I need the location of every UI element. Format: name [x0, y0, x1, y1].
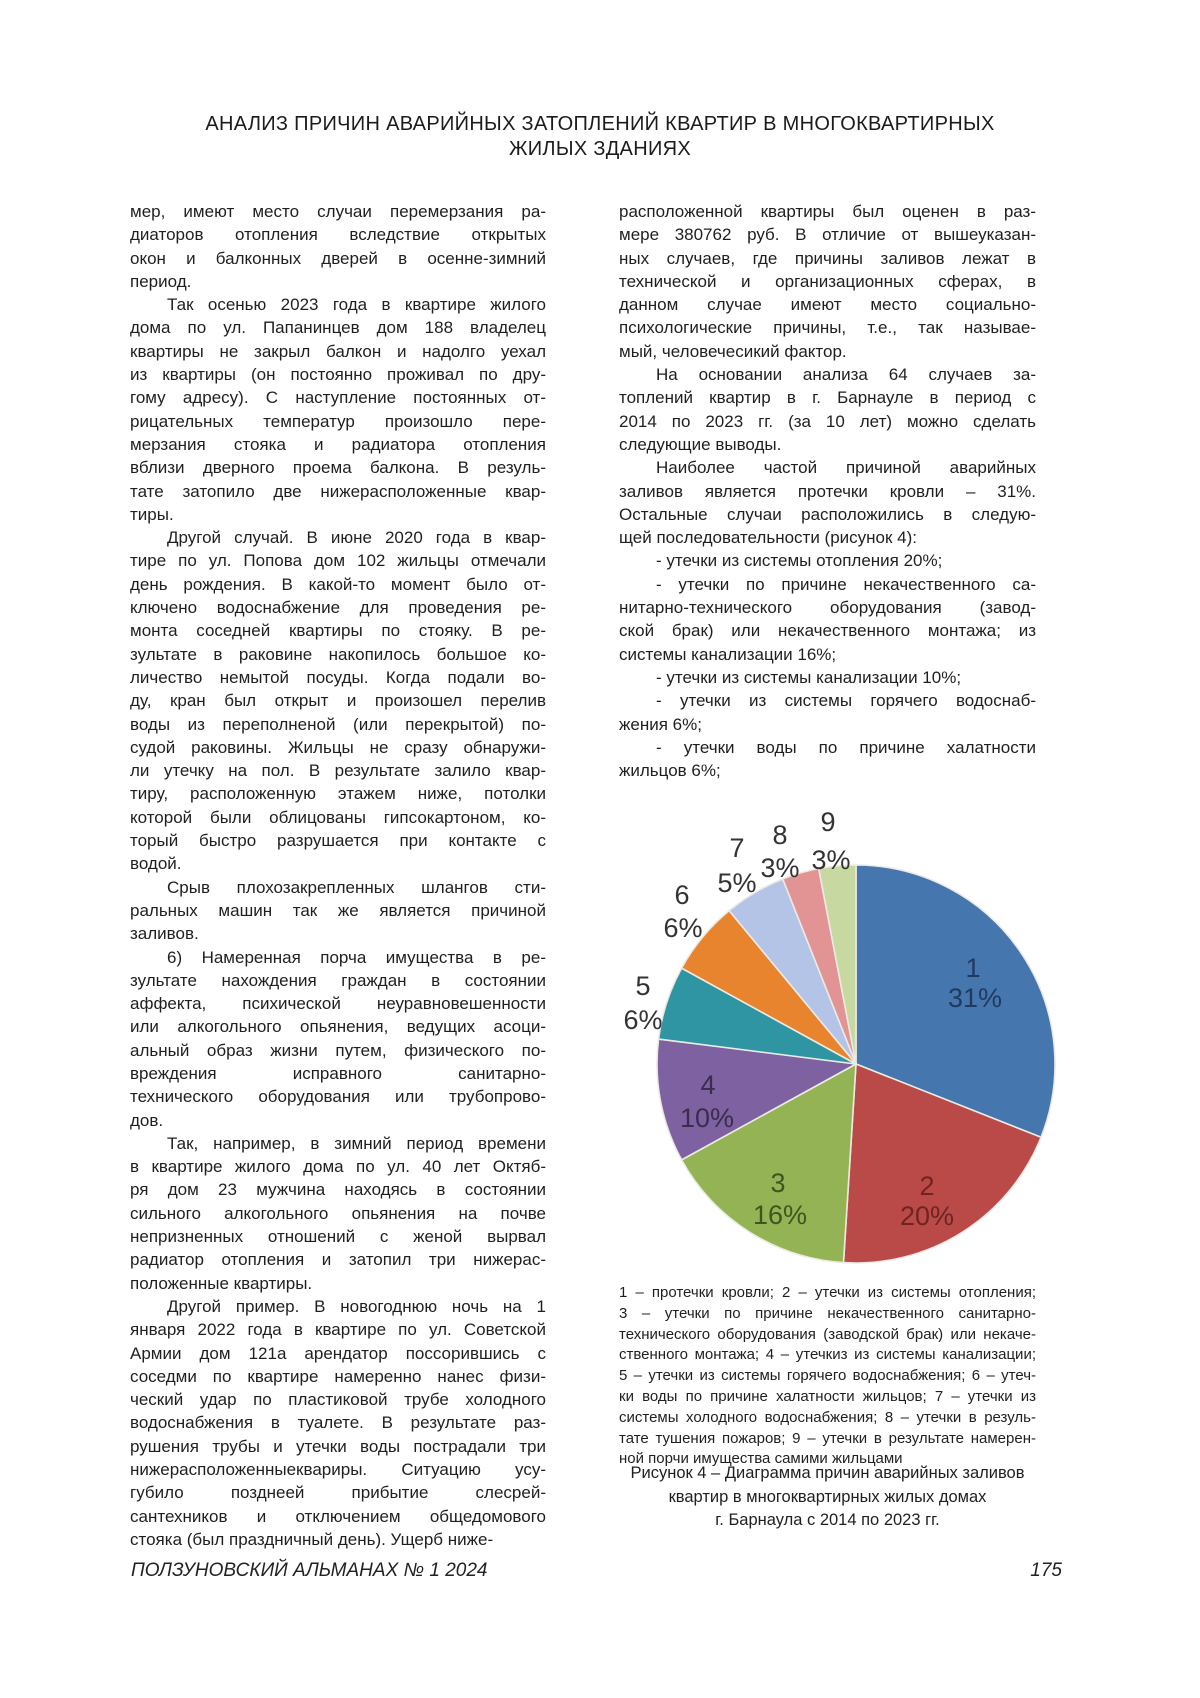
- paragraph: [130, 1295, 546, 1551]
- text-line: период.: [130, 271, 192, 291]
- pie-label-1-percent: 31%: [947, 983, 1003, 1013]
- paragraph: [619, 549, 1036, 572]
- text-line: день рождения. В какой-то момент было от-: [130, 574, 546, 594]
- text-line: технического оборудования (заводской брак) или некаче-: [619, 1325, 1036, 1343]
- paragraph: [130, 526, 546, 875]
- text-line: нижерасположенныеквариры. Ситуацию усу-: [130, 1460, 546, 1480]
- text-line: расположенной квартиры был оценен в раз-: [619, 202, 1036, 221]
- text-line: мый, человечесикий фактор.: [619, 341, 847, 361]
- text-line: ной порчи имущества самими жильцами: [619, 1450, 903, 1468]
- text-line: аффекта, психической неуравновешенности: [130, 994, 546, 1014]
- text-line: тате затопило две нижерасположенные квар-: [130, 481, 546, 501]
- text-line: ческий удар по пластиковой трубе холодного: [130, 1390, 546, 1410]
- footer-page-number: 175: [1030, 1560, 1062, 1581]
- text-line: в квартире жилого дома по ул. 40 лет Октяб-: [130, 1157, 546, 1177]
- text-line: - утечки из системы отопления 20%;: [656, 551, 943, 571]
- pie-label-3-number: 3: [770, 1168, 786, 1198]
- text-line: мерзания стояка и радиатора отопления: [130, 434, 546, 454]
- text-line: 3 – утечки по причине некачественного санитарно-: [619, 1304, 1036, 1322]
- paragraph: [619, 1283, 1036, 1470]
- text-line: диаторов отопления вследствие открытых: [130, 225, 546, 245]
- text-line: 1 – протечки кровли; 2 – утечки из системы отопления;: [619, 1284, 1036, 1301]
- text-line: - утечки из системы канализации 10%;: [656, 667, 962, 687]
- text-line: квартиры не закрыл балкон и надолго уехал: [130, 341, 546, 361]
- text-line: или алкогольного опьянения, ведущих асоци-: [130, 1017, 546, 1037]
- pie-label-9-percent: 3%: [811, 845, 851, 875]
- text-line: жения 6%;: [619, 714, 702, 734]
- pie-label-4-number: 4: [700, 1070, 716, 1100]
- pie-label-8-percent: 3%: [760, 853, 800, 883]
- text-line: зультате в раковине накопилось большое ко-: [130, 644, 546, 664]
- left-column: [130, 200, 546, 1551]
- paragraph: [130, 1132, 546, 1295]
- text-line: монта соседней квартиры по стояку. В ре-: [130, 621, 546, 641]
- paragraph: [130, 200, 546, 293]
- paragraph: [619, 456, 1036, 549]
- text-line: дов.: [130, 1110, 164, 1130]
- text-line: января 2022 года в квартире по ул. Советской: [130, 1320, 546, 1340]
- text-line: щей последовательности (рисунок 4):: [619, 528, 917, 548]
- text-line: Так осенью 2023 года в квартире жилого: [167, 295, 546, 315]
- text-line: Наиболее частой причиной аварийных: [656, 458, 1036, 478]
- text-line: альный образ жизни путем, физического по-: [130, 1040, 546, 1060]
- text-line: тире по ул. Попова дом 102 жильцы отмечали: [130, 551, 546, 571]
- text-line: технического оборудования или трубопрово-: [130, 1087, 546, 1107]
- pie-label-3-percent: 16%: [752, 1200, 808, 1230]
- text-line: нитарно-технического оборудования (завод-: [619, 598, 1036, 618]
- text-line: ных случаев, где причины заливов лежат в: [619, 248, 1036, 268]
- text-line: вблизи дверного проема балкона. В резуль-: [130, 458, 546, 478]
- text-line: мер, имеют место случаи перемерзания ра-: [130, 202, 546, 221]
- pie-label-7-percent: 5%: [717, 868, 757, 898]
- article-title-line: ЖИЛЫХ ЗДАНИЯХ: [508, 138, 692, 160]
- text-line: 2014 по 2023 гг. (за 10 лет) можно сделать: [619, 411, 1036, 431]
- text-line: Так, например, в зимний период времени: [167, 1133, 546, 1153]
- text-line: рушения трубы и утечки воды пострадали три: [130, 1436, 546, 1456]
- paragraph: [130, 946, 546, 1132]
- text-line: мере 380762 руб. В отличие от вышеуказан-: [619, 225, 1036, 245]
- text-line: 5 – утечки из системы горячего водоснабжения; 6 – утеч-: [619, 1367, 1036, 1385]
- pie-label-1-number: 1: [965, 953, 981, 983]
- text-line: заливов.: [130, 924, 199, 944]
- text-line: ственного монтажа; 4 – утечкиз из системы канализации;: [619, 1346, 1036, 1364]
- text-line: судой раковины. Жильцы не сразу обнаружи-: [130, 737, 546, 757]
- paragraph: [130, 876, 546, 946]
- figure-caption-line: Рисунок 4 – Диаграмма причин аварийных заливов: [630, 1464, 1025, 1482]
- text-line: непризненных отношений с женой вырвал: [130, 1227, 546, 1247]
- figure-caption-line: квартир в многоквартирных жилых домах: [668, 1487, 987, 1506]
- text-line: следующие выводы.: [619, 434, 782, 454]
- pie-label-2-percent: 20%: [899, 1201, 955, 1231]
- text-line: ки воды по причине халатности жильцов; 7 – утечки из: [619, 1387, 1036, 1405]
- footer-journal-title: ПОЛЗУНОВСКИЙ АЛЬМАНАХ № 1 2024: [131, 1560, 488, 1581]
- text-line: ральных машин так же является причиной: [130, 900, 546, 920]
- figure-caption: [619, 1462, 1036, 1533]
- text-line: Другой случай. В июне 2020 года в квар-: [167, 528, 546, 548]
- text-line: водоснабжения в туалете. В результате раз-: [130, 1413, 546, 1433]
- text-line: Армии дом 121а арендатор поссорившись с: [130, 1343, 546, 1363]
- text-line: ключено водоснабжение для проведения ре-: [130, 598, 546, 618]
- figure-legend: [619, 1283, 1036, 1470]
- text-line: системы канализации 16%;: [619, 644, 837, 664]
- text-line: жильцов 6%;: [619, 761, 721, 781]
- text-line: стояка (был праздничный день). Ущерб ниже-: [130, 1529, 494, 1549]
- text-line: соседми по квартире намеренно нанес физи-: [130, 1366, 546, 1386]
- text-line: заливов является протечки кровли – 31%.: [619, 481, 1036, 501]
- pie-label-2-number: 2: [919, 1171, 935, 1201]
- text-line: - утечки по причине некачественного са-: [656, 574, 1036, 594]
- pie-chart: [575, 725, 1135, 1285]
- article-title-line: АНАЛИЗ ПРИЧИН АВАРИЙНЫХ ЗАТОПЛЕНИЙ КВАРТИР В МНОГОКВАРТИРНЫХ: [205, 113, 995, 135]
- paragraph: [619, 573, 1036, 666]
- pie-label-6-percent: 6%: [663, 913, 703, 943]
- text-line: ду, кран был открыт и произошел перелив: [130, 691, 546, 711]
- text-line: технической и организационных сферах, в: [619, 271, 1036, 291]
- pie-label-5-number: 5: [635, 971, 651, 1001]
- text-line: положенные квартиры.: [130, 1273, 313, 1293]
- text-line: дома по ул. Папанинцев дом 188 владелец: [130, 318, 546, 338]
- text-line: тиру, расположенную этажем ниже, потолки: [130, 784, 546, 804]
- paragraph: [619, 200, 1036, 363]
- text-line: воды из переполненой (или перекрытой) по-: [130, 714, 546, 734]
- text-line: водой.: [130, 854, 182, 874]
- pie-label-5-percent: 6%: [623, 1005, 663, 1035]
- text-line: зультате нахождения граждан в состоянии: [130, 970, 546, 990]
- text-line: сильного алкогольного опьянения на почве: [130, 1203, 546, 1223]
- pie-label-7-number: 7: [729, 833, 745, 863]
- text-line: системы холодного водоснабжения; 8 – утечки в резуль-: [619, 1408, 1036, 1426]
- text-line: гому адресу). С наступление постоянных от-: [130, 388, 546, 408]
- text-line: тате тушения пожаров; 9 – утечки в результате намерен-: [619, 1429, 1036, 1447]
- text-line: тиры.: [130, 504, 174, 524]
- text-line: Остальные случаи расположились в следую-: [619, 504, 1036, 524]
- text-line: ли утечку на пол. В результате залило квар-: [130, 761, 546, 781]
- text-line: из квартиры (он постоянно проживал по дру-: [130, 365, 546, 385]
- text-line: Другой пример. В новогоднюю ночь на 1: [167, 1296, 546, 1316]
- text-line: рицательных температур произошло пере-: [130, 411, 546, 431]
- article-title: [70, 112, 1130, 162]
- pie-label-6-number: 6: [674, 880, 690, 910]
- text-line: психологические причины, т.е., так называе-: [619, 318, 1036, 338]
- pie-label-8-number: 8: [772, 820, 788, 850]
- text-line: радиатор отопления и затопил три нижерас-: [130, 1250, 546, 1270]
- right-column: [619, 200, 1036, 782]
- text-line: 6) Намеренная порча имущества в ре-: [167, 947, 546, 967]
- figure-caption-line: г. Барнаула с 2014 по 2023 гг.: [715, 1511, 940, 1529]
- text-line: ря дом 23 мужчина находясь в состоянии: [130, 1180, 546, 1200]
- text-line: личество немытой посуды. Когда подали во-: [130, 667, 546, 687]
- paragraph: [619, 666, 1036, 689]
- text-line: сантехников и отключением общедомового: [130, 1506, 546, 1526]
- text-line: которой были облицованы гипсокартоном, ко-: [130, 807, 546, 827]
- pie-label-9-number: 9: [820, 807, 836, 837]
- pie-label-4-percent: 10%: [679, 1103, 735, 1133]
- text-line: топлений квартир в г. Барнауле в период с: [619, 388, 1036, 408]
- text-line: окон и балконных дверей в осенне-зимний: [130, 248, 546, 268]
- text-line: На основании анализа 64 случаев за-: [656, 365, 1036, 385]
- text-line: Срыв плохозакрепленных шлангов сти-: [167, 877, 546, 897]
- text-line: - утечки из системы горячего водоснаб-: [656, 691, 1036, 711]
- text-line: - утечки воды по причине халатности: [656, 737, 1036, 757]
- text-line: губило позднеей прибытие слесрей-: [130, 1483, 546, 1503]
- text-line: торый быстро разрушается при контакте с: [130, 831, 546, 851]
- paragraph: [619, 363, 1036, 456]
- text-line: данном случае имеют место социально-: [619, 295, 1036, 315]
- text-line: ской брак) или некачественного монтажа; из: [619, 621, 1036, 641]
- text-line: вреждения исправного санитарно-: [130, 1063, 546, 1083]
- paragraph: [130, 293, 546, 526]
